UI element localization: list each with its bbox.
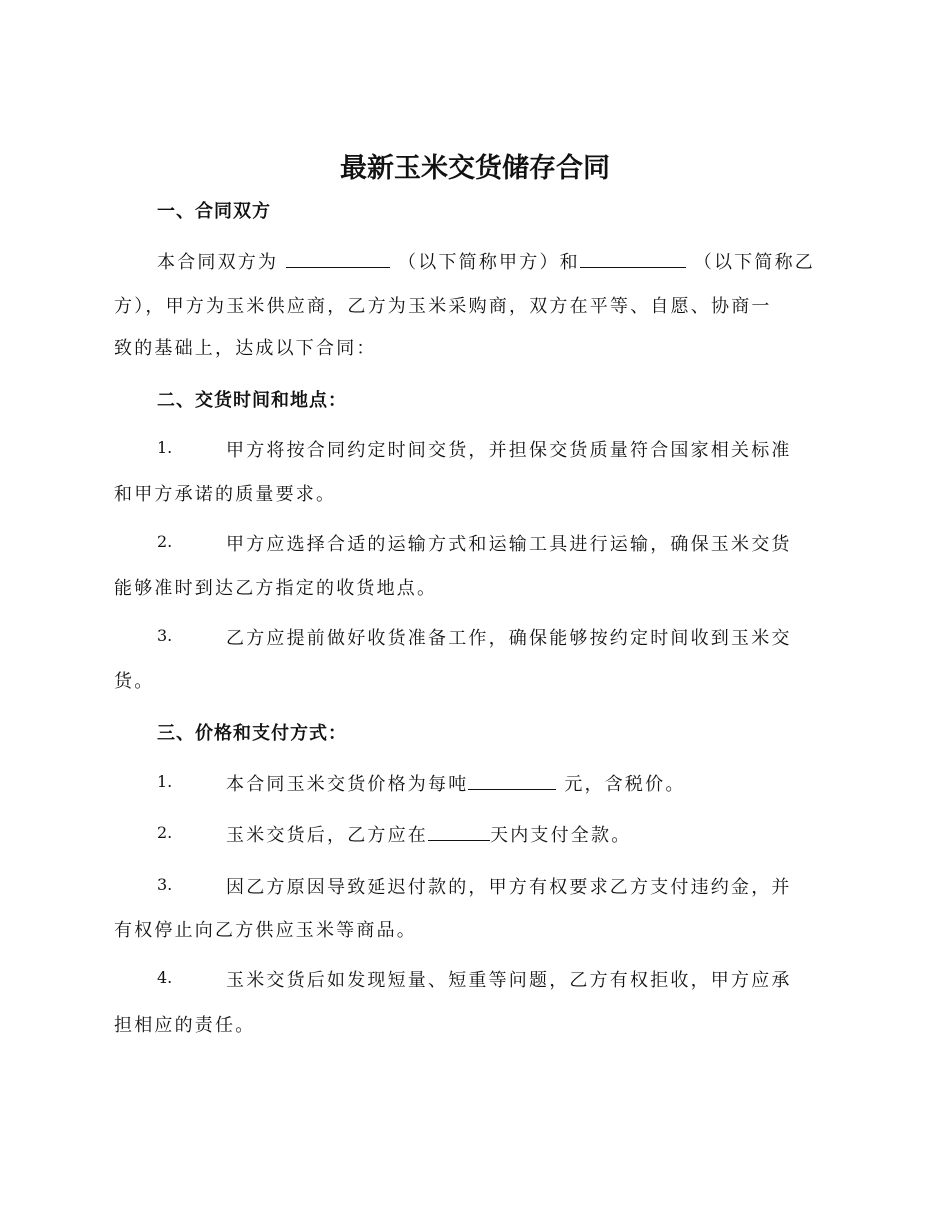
list-item-text: 货。 (114, 671, 155, 692)
days-blank (428, 824, 490, 841)
price-unit-text: 元，含税价。 (564, 774, 686, 795)
list-item-number: 2. (157, 823, 173, 842)
list-item-text: 有权停止向乙方供应玉米等商品。 (114, 920, 417, 941)
list-item-text: 玉米交货后如发现短量、短重等问题，乙方有权拒收，甲方应承 (226, 970, 792, 991)
paragraph-line: 方），甲方为玉米供应商，乙方为玉米采购商，双方在平等、自愿、协商一 (114, 296, 772, 317)
list-item-number: 1. (157, 438, 173, 457)
party-b-blank (580, 251, 686, 268)
price-blank (468, 773, 556, 790)
price-text: 本合同玉米交货价格为每吨 (226, 774, 469, 795)
list-item-text: 担相应的责任。 (114, 1015, 256, 1036)
payment-days-text: 天内支付全款。 (490, 825, 632, 846)
list-item-text: 和甲方承诺的质量要求。 (114, 484, 337, 505)
list-item-text: 甲方将按合同约定时间交货，并担保交货质量符合国家相关标准 (226, 440, 792, 461)
list-item-number: 3. (157, 875, 173, 894)
list-item-number: 1. (157, 772, 173, 791)
section-heading-parties: 一、合同双方 (157, 201, 271, 222)
paragraph-text: （以下简称乙 (693, 252, 815, 273)
list-item-number: 2. (157, 532, 173, 551)
paragraph-text: 本合同双方为 (157, 252, 279, 273)
list-item-text (226, 770, 686, 796)
list-item-text: 甲方应选择合适的运输方式和运输工具进行运输，确保玉米交货 (226, 534, 792, 555)
list-item-number: 3. (157, 626, 173, 645)
paragraph-line (157, 248, 815, 274)
paragraph-line: 致的基础上，达成以下合同： (114, 338, 377, 359)
payment-text: 玉米交货后，乙方应在 (226, 825, 428, 846)
section-heading-delivery: 二、交货时间和地点： (157, 390, 347, 411)
party-a-blank (286, 251, 390, 268)
list-item-text: 乙方应提前做好收货准备工作，确保能够按约定时间收到玉米交 (226, 628, 792, 649)
section-heading-payment: 三、价格和支付方式： (157, 723, 347, 744)
list-item-text: 能够准时到达乙方指定的收货地点。 (114, 578, 438, 599)
paragraph-text: （以下简称甲方）和 (398, 252, 580, 273)
list-item-text: 因乙方原因导致延迟付款的，甲方有权要求乙方支付违约金，并 (226, 877, 792, 898)
list-item-number: 4. (157, 968, 173, 987)
document-title: 最新玉米交货储存合同 (340, 153, 610, 184)
list-item-text (226, 821, 631, 847)
